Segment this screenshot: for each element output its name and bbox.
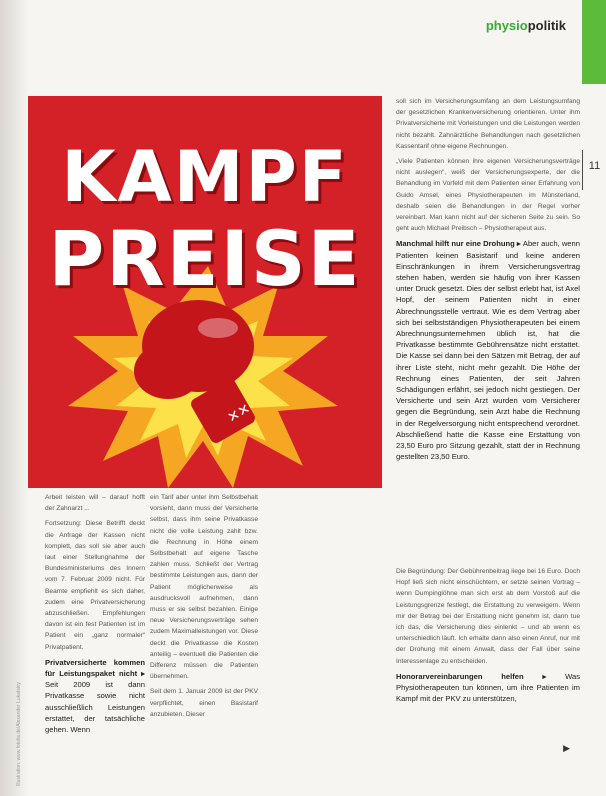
subheading: Manchmal hilft nur eine Drohung ▸ Aber auch, wenn Patienten keinen Basistarif und keine anderen Einschränkungen in ihrem Versicherungsvertrag stehen haben, werden sie häufig von ihrer Kassen unter Druck gesetzt. Dies der selbst erlebt hat, ist Axel Hopf, der seinem Patienten nicht in einer Abrechnungsstelle vertraut. Wie es dem Vertrag aber sich bei selbstständigen Physiotherapeuten bei einem Abrechnungsunternehmen üblich ist, hat die Privatkasse bestimmte Gebührensätze nicht erstattet. Die Kasse sei dann bei den Sätzen mit Betrag, der auf ihrer Liste steht, nicht mehr gezahlt. Die Höhe der Rechnung eines Patienten, der seit Jahren Schädigungen erfährt, sei jedoch nicht gestiegen. Der Versicherte und sein Arzt wurden vom Versicherer gegen die Begründung, sein Arzt habe die Rechnung in der Regelversorgung nicht entsprechend verordnet. Abschließend hatte die Kasse eine Erstattung von 23,50 Euro pro Sitzung gezahlt, statt der in Rechnung gestellten 23,50 Euro.	[396, 239, 580, 462]
subheading: Privatversicherte kommen für Leistungspaket nicht ▸ Seit 2009 ist dann Privatkasse sowie nicht ausschließlich Leistungen erstattet, der tatsächliche gehen. Wenn	[45, 657, 145, 735]
paragraph: soll sich im Versicherungsumfang an dem Leistungsumfang der gesetzlichen Krankenversicherung orientieren. Unter ihm Privatversicherte mit Vorleistungen und die Leistungen werden nicht bezahlt. Zahnärztliche Behandlungen nach gesetzlichen Kassentarif ohne eigene Rechnungen.	[396, 98, 580, 150]
headline-line-2: PREISE	[48, 214, 362, 303]
page-marker: 11	[582, 150, 606, 190]
subheading-text: Privatversicherte kommen für Leistungspaket nicht	[45, 657, 145, 679]
paragraph-text: Seit 2009 ist dann Privatkasse sowie nicht ausschließlich Leistungen erstattet, der tatsächliche gehen. Wenn	[45, 680, 145, 735]
svg-text:✕✕: ✕✕	[225, 400, 254, 427]
body-column-4	[396, 566, 580, 708]
hero-illustration	[28, 96, 382, 488]
header-bar	[10, 0, 606, 86]
paragraph: Fortsetzung: Diese Betrifft deckt die Anfrage der Kassen nicht komplett, das soll sie aber auch laut einer Stellungnahme der Bundesministeriums des Innern vom 7. Februar 2009 nicht. Für Beamte empfiehlt es sich daher, zudem eine Privatversicherung abzuschließen. Empfehlungen davon ist ein fest Patienten ist im Patient ein „ganz normaler“ Privatpatient.	[45, 520, 145, 651]
subheading: Honorarvereinbarungen helfen ▸ Was Physiotherapeuten tun können, um ihre Patienten im Kampf mit der PKV zu unterstützen,	[396, 671, 580, 704]
paragraph-text: Was Physiotherapeuten tun können, um ihre Patienten im Kampf mit der PKV zu unterstützen,	[396, 671, 580, 704]
paragraph-text: Aber auch, wenn Patienten keinen Basistarif und keine anderen Einschränkungen in ihrem Versicherungsvertrag stehen haben, werden sie häufig von ihrer Kassen unter Druck gesetzt. Dies der selbst erlebt hat, ist Axel Hopf, der seinem Patienten nicht in einer Abrechnungsstelle vertraut. Wie es dem Vertrag aber sich bei selbstständigen Physiotherapeuten bei einem Abrechnungsunternehmen üblich ist, hat die Privatkasse bestimmte Gebührensätze nicht erstattet. Die Kasse sei dann bei den Sätzen mit Betrag, der auf ihrer Liste steht, nicht mehr gezahlt. Die Höhe der Rechnung eines Patienten, der seit Jahren Schädigungen erfährt, sei jedoch nicht gestiegen. Der Versicherte und sein Arzt wurden vom Versicherer gegen die Begründung, sein Arzt habe die Rechnung in der Regelversorgung nicht entsprechend verordnet. Abschließend hatte die Kasse eine Erstattung von 23,50 Euro pro Sitzung gezahlt, statt der in Rechnung gestellten 23,50 Euro.	[396, 239, 580, 462]
section-brand	[486, 18, 566, 33]
paragraph: ein Tarif aber unter ihm Selbstbehalt vorsieht, dann muss der Versicherte selbst, dass ihm seine Privatkasse nicht die volle Leistung zahlt bzw. die Rechnung in Höhe einem Selbstbehalt auf eigene Tasche zahlen muss. Schließt der Vertrag bestimmte Leistungen aus, dann der Patient möglicherweise als ausdrucksvoll aufnehmen, dann muss er sie selbst bezahlen. Einige neue Versicherungsverträge sehen zudem Maximalleistungen vor. Diese deckt die Privatkasse die Kosten anteilig – eventuell die Patienten die Differenz müssen die Patienten übernehmen.	[150, 494, 258, 681]
paragraph: Die Begründung: Der Gebührenbeitrag liege bei 16 Euro. Doch Hopf ließ sich nicht einschüchtern, er setzte seinen Vortrag – wenn Dumpinglöhne man sich erst ab dem Vorstoß auf die Leistungsgrenze festlegt, die Erstattung zu verweigern. Wenn mir der Betrag bei der Erstattung nicht genehm ist, dann tue ich das, die Versicherung dies einlenkt – und ab wenn es unterschiedlich läuft. Ich erhalte dann also einen Anruf, nur mit der Drohung mit einem Anwalt, dass der Fall über seine Interessenlage zu entscheiden.	[396, 568, 580, 665]
headline-line-1: KAMPF	[61, 136, 349, 218]
subheading-text: Honorarvereinbarungen helfen	[396, 671, 524, 681]
subheading-text: Manchmal hilft nur eine Drohung	[396, 239, 515, 249]
paragraph: Seit dem 1. Januar 2009 ist der PKV verpflichtet, einen Basistarif anzubieten. Dieser	[150, 688, 258, 718]
paragraph: Arbeit leisten will – darauf hofft der Zahnarzt ...	[45, 494, 145, 513]
body-column-3	[396, 96, 580, 467]
green-section-tab	[582, 0, 606, 84]
body-column-1	[45, 492, 145, 739]
image-credit: Illustration: www.fotolia.de/Alexander Lukatskiy	[16, 682, 22, 786]
brand-part-politik: politik	[527, 18, 566, 33]
body-column-2	[150, 492, 258, 724]
paragraph: „Viele Patienten können ihre eigenen Versicherungsverträge nicht auslegen“, weiß der Versicherungsexperte, der die Behandlung im Vorfeld mit dem Patienten einer Erfahrung von Guido Amsel, eines Physiotherapeuten im Münsterland, deshalb seien die Behandlungen in der Regel vorher vereinbart. Man kann nicht auf der sicheren Seite zu sein. So geht auch Michael Preibsch – Physiotherapeut aus.	[396, 158, 580, 233]
brand-part-physio: physio	[485, 18, 528, 33]
continue-arrow-icon: ▶	[563, 743, 570, 753]
